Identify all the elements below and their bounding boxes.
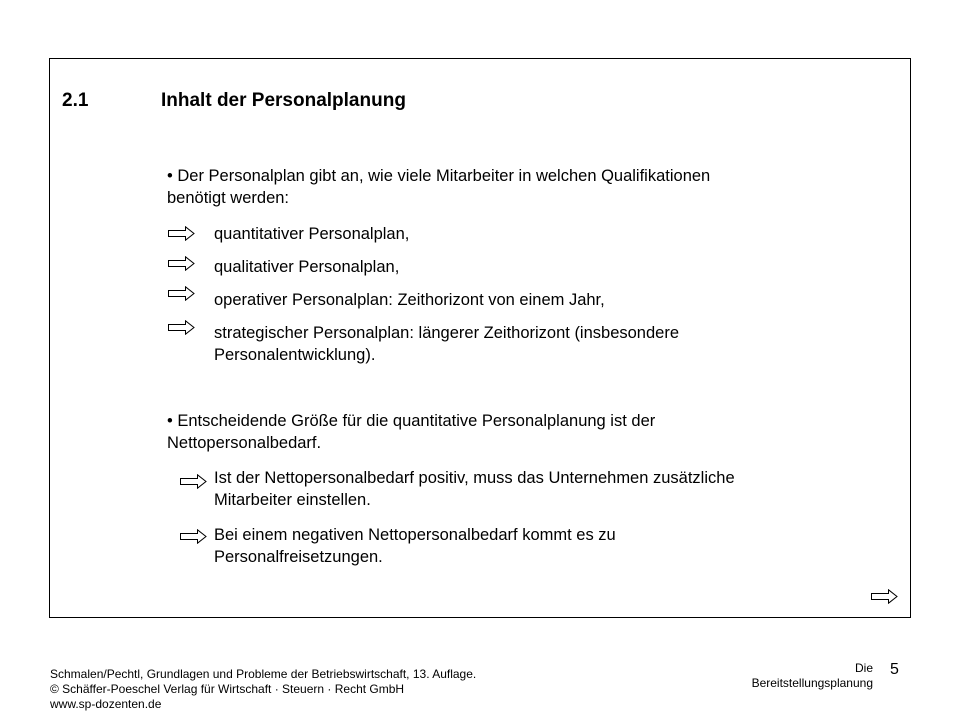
- section-number: 2.1: [62, 90, 89, 111]
- list-item-text-continued: Personalentwicklung).: [214, 346, 376, 364]
- citation-url: www.sp-dozenten.de: [50, 697, 162, 711]
- list-item-text: quantitativer Personalplan,: [214, 225, 410, 243]
- section-label: [752, 661, 873, 691]
- list-item-operativ: [214, 289, 605, 311]
- list-item-text: strategischer Personalplan: längerer Zeithorizont (insbesondere: [214, 324, 680, 342]
- citation-line-2: © Schäffer-Poeschel Verlag für Wirtschaft · Steuern · Recht GmbH: [50, 682, 405, 696]
- right-arrow-icon: [180, 474, 207, 489]
- right-arrow-icon: [168, 286, 195, 301]
- right-arrow-icon: [168, 256, 195, 271]
- next-slide-arrow-icon[interactable]: [871, 589, 898, 604]
- bullet-2-line-1: • Entscheidende Größe für die quantitative Personalplanung ist der: [167, 412, 656, 430]
- list-item-text-continued: Mitarbeiter einstellen.: [214, 491, 371, 509]
- list-item-quantitativ: [214, 223, 409, 245]
- page-title: Inhalt der Personalplanung: [161, 90, 406, 111]
- bullet-1-line-2: benötigt werden:: [167, 189, 290, 207]
- page-number: 5: [890, 661, 899, 678]
- list-item-text: qualitativer Personalplan,: [214, 258, 400, 276]
- right-arrow-icon: [168, 320, 195, 335]
- list-item-strategisch: [214, 322, 679, 366]
- list-item-text-continued: Personalfreisetzungen.: [214, 548, 383, 566]
- list-item-positiv: [214, 467, 735, 511]
- list-item-text: operativer Personalplan: Zeithorizont von einem Jahr,: [214, 291, 605, 309]
- bullet-paragraph-2: [167, 410, 655, 454]
- source-citation: [50, 667, 476, 712]
- bullet-paragraph-1: [167, 165, 710, 209]
- right-arrow-icon: [168, 226, 195, 241]
- bullet-1-line-1: • Der Personalplan gibt an, wie viele Mitarbeiter in welchen Qualifikationen: [167, 167, 711, 185]
- citation-line-1: Schmalen/Pechtl, Grundlagen und Probleme der Betriebswirtschaft, 13. Auflage.: [50, 667, 477, 681]
- section-label-line-1: Die: [854, 661, 873, 675]
- section-label-line-2: Bereitstellungsplanung: [751, 676, 873, 690]
- list-item-qualitativ: [214, 256, 399, 278]
- bullet-2-line-2: Nettopersonalbedarf.: [167, 434, 322, 452]
- list-item-negativ: [214, 524, 616, 568]
- right-arrow-icon: [180, 529, 207, 544]
- list-item-text: Ist der Nettopersonalbedarf positiv, muss das Unternehmen zusätzliche: [214, 469, 735, 487]
- list-item-text: Bei einem negativen Nettopersonalbedarf kommt es zu: [214, 526, 616, 544]
